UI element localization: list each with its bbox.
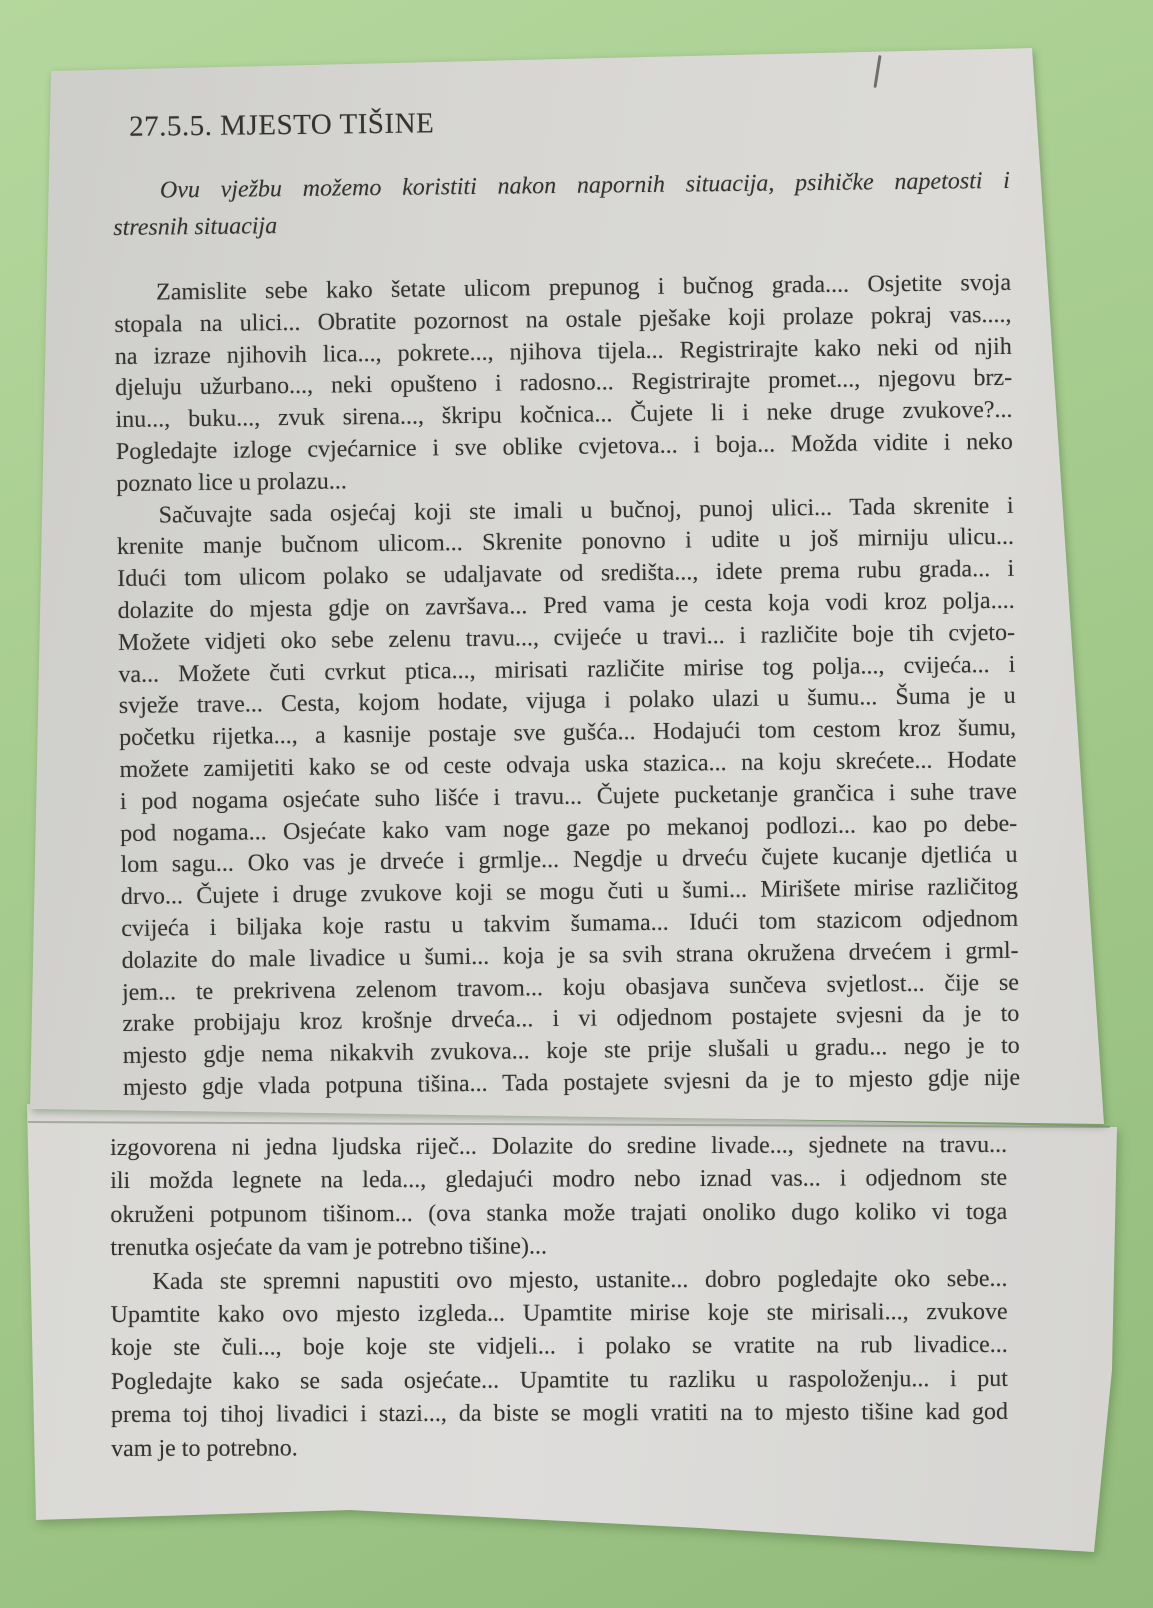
text-line: trenutka osjećate da vam je potrebno tišine)... bbox=[110, 1233, 547, 1262]
body-text-top bbox=[114, 268, 1020, 1105]
text-line: svježe trave... Cesta, kojom hodate, vijuga i polako ulazi u šumu... Šuma je u bbox=[118, 683, 1016, 720]
text-line: Sačuvajte sada osjećaj koji ste imali u bučnoj, punoj ulici... Tada skrenite i bbox=[158, 492, 1014, 529]
intro-note bbox=[113, 163, 1011, 247]
text-line: stopala na ulici... Obratite pozornost na ostale pješake koji prolaze pokraj vas...., bbox=[114, 301, 1012, 338]
text-line: cvijeća i biljaka koje rastu u takvim šumama... Idući tom stazicom odjednom bbox=[121, 905, 1019, 942]
text-line: dolazite do mjesta gdje on završava... Pred vama je cesta koja vodi kroz polja.... bbox=[117, 587, 1015, 624]
text-line: lom sagu... Oko vas je drveće i grmlje... Negdje u drveću čujete kucanje djetlića u bbox=[120, 842, 1018, 879]
text-line: vam je to potrebno. bbox=[111, 1434, 298, 1462]
body-text-bottom bbox=[110, 1129, 1008, 1466]
text-line: Pogledajte izloge cvjećarnice i sve oblike cvjetova... i boja... Možda vidite i neko bbox=[115, 428, 1013, 465]
text-line: jem... te prekrivena zelenom travom... koju obasjava sunčeva svjetlost... čije se bbox=[121, 969, 1020, 1006]
text-line: Zamislite sebe kako šetate ulicom prepunog i bučnog grada.... Osjetite svoja bbox=[155, 269, 1012, 306]
text-line: Ovu vježbu možemo koristiti nakon napornih situacija, psihičke napetosti i bbox=[159, 167, 1011, 204]
top-sheet-text bbox=[112, 99, 1020, 1105]
text-line: mjesto gdje nema nikakvih zvukova... koje ste prije slušali u gradu... nego je to bbox=[122, 1032, 1020, 1070]
text-line: krenite manje bučnom ulicom... Skrenite ponovno i udite u još mirniju ulicu... bbox=[116, 524, 1015, 561]
text-line: početku rijetka..., a kasnije postaje sve gušća... Hodajući tom cestom kroz šumu, bbox=[118, 714, 1017, 752]
text-line: izgovorena ni jedna ljudska riječ... Dolazite do sredine livade..., sjednete na travu... bbox=[110, 1131, 1008, 1161]
text-line: pod nogama... Osjećate kako vam noge gaze po mekanoj podlozi... kao po debe- bbox=[120, 810, 1018, 847]
text-line: možete zamijetiti kako se od ceste odvaja uska stazica... na koju skrećete... Hodate bbox=[119, 746, 1017, 783]
text-line: Pogledajte kako se sada osjećate... Upamtite tu razliku u raspoloženju... i put bbox=[110, 1365, 1008, 1395]
text-line: poznato lice u prolazu... bbox=[116, 468, 347, 497]
text-line: Idući tom ulicom polako se udaljavate od središta..., idete prema rubu grada... i bbox=[117, 555, 1015, 593]
text-line: prema toj tihoj livadici i stazi..., da biste se mogli vratiti na to mjesto tišine kad god bbox=[110, 1398, 1009, 1429]
text-line: Upamtite kako ovo mjesto izgleda... Upamtite mirise koje ste mirisali..., zvukove bbox=[110, 1298, 1008, 1328]
text-line: Kada ste spremni napustiti ovo mjesto, ustanite... dobro pogledajte oko sebe... bbox=[152, 1265, 1008, 1295]
text-line: Možete vidjeti oko sebe zelenu travu..., cvijeće u travi... i različite boje tih cvjeto- bbox=[117, 619, 1016, 656]
text-line: ili možda legnete na leda..., gledajući modro nebo iznad vas... i odjednom ste bbox=[110, 1165, 1008, 1195]
text-line: zrake probijaju kroz krošnje drveća... i vi odjednom postajete svjesni da je to bbox=[122, 1001, 1020, 1038]
text-line: okruženi potpunom tišinom... (ova stanka može trajati onoliko dugo koliko vi toga bbox=[110, 1198, 1008, 1228]
text-line: mjesto gdje vlada potpuna tišina... Tada postajete svjesni da je to mjesto gdje nije bbox=[122, 1064, 1021, 1101]
text-line: va... Možete čuti cvrkut ptica..., mirisati različite mirise tog polja..., cvijeća... i bbox=[118, 651, 1016, 688]
text-line: djeluju užurbano..., neki opušteno i radosno... Registrirajte promet..., njegovu brz- bbox=[115, 365, 1013, 402]
section-title: 27.5.5. MJESTO TIŠINE bbox=[129, 107, 435, 143]
bottom-sheet-text bbox=[110, 1129, 1008, 1466]
text-line: stresnih situacija bbox=[113, 213, 278, 241]
text-line: dolazite do male livadice u šumi... koja je sa svih strana okružena drvećem i grml- bbox=[121, 937, 1019, 974]
text-line: drvo... Čujete i druge zvukove koji se mogu čuti u šumi... Mirišete mirise različitog bbox=[120, 873, 1019, 911]
text-line: i pod nogama osjećate suho lišće i travu... Čujete pucketanje grančica i suhe trave bbox=[119, 778, 1017, 815]
text-line: koje ste čuli..., boje koje ste vidjeli... i polako se vratite na rub livadice... bbox=[110, 1332, 1008, 1362]
text-line: inu..., buku..., zvuk sirena..., škripu kočnica... Čujete li i neke druge zvukove?... bbox=[115, 396, 1013, 434]
text-line: na izraze njihovih lica..., pokrete..., njihova tijela... Registrirajte kako neki od njih bbox=[114, 333, 1012, 370]
